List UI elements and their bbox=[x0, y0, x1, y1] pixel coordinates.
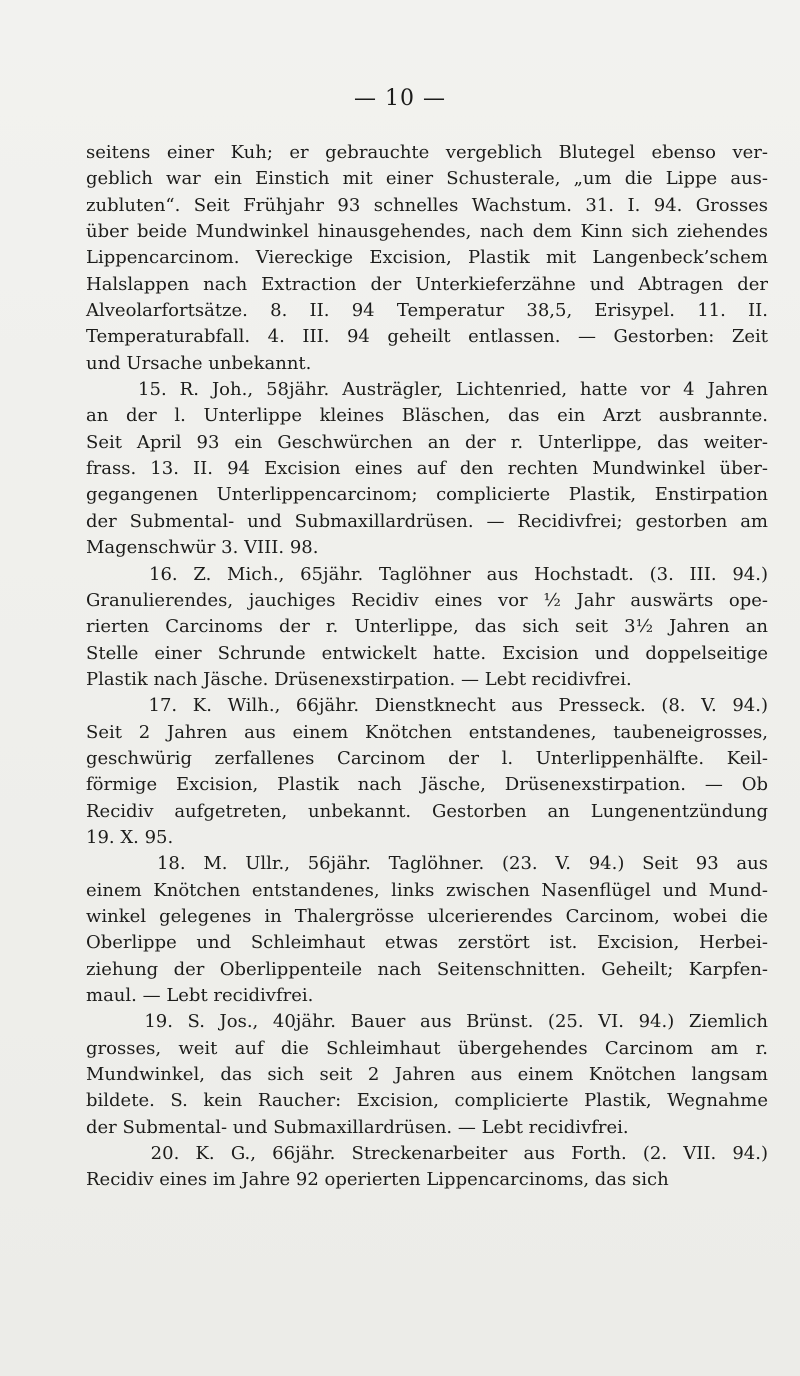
paragraph bbox=[86, 377, 768, 561]
text-line: Granulierendes, jauchiges Recidiv eines vor ½ Jahr auswärts ope- bbox=[86, 589, 768, 611]
paragraph bbox=[86, 1141, 768, 1194]
paragraph bbox=[86, 851, 768, 1009]
paragraph bbox=[86, 693, 768, 851]
paragraph bbox=[86, 140, 768, 377]
text-line: 19. S. Jos., 40jähr. Bauer aus Brünst. (25. VI. 94.) Ziemlich bbox=[86, 1011, 768, 1033]
text-line: ziehung der Oberlippenteile nach Seitenschnitten. Geheilt; Karpfen- bbox=[86, 958, 768, 980]
text-line: an der l. Unterlippe kleines Bläschen, das ein Arzt ausbrannte. bbox=[86, 405, 768, 427]
text-line: bildete. S. kein Raucher: Excision, complicierte Plastik, Wegnahme bbox=[86, 1090, 768, 1112]
page-number: — 10 — bbox=[354, 86, 446, 111]
text-line: Recidiv aufgetreten, unbekannt. Gestorben an Lungenentzündung bbox=[86, 800, 768, 822]
text-line: Temperaturabfall. 4. III. 94 geheilt entlassen. — Gestorben: Zeit bbox=[86, 326, 768, 348]
text-line: seitens einer Kuh; er gebrauchte vergeblich Blutegel ebenso ver- bbox=[86, 142, 768, 163]
text-line: 18. M. Ullr., 56jähr. Taglöhner. (23. V. 94.) Seit 93 aus bbox=[86, 853, 768, 875]
text-line: Seit 2 Jahren aus einem Knötchen entstandenes, taubeneigrosses, bbox=[86, 721, 768, 743]
text-line: Recidiv eines im Jahre 92 operierten Lippencarcinoms, das sich bbox=[86, 1169, 669, 1191]
text-line: Stelle einer Schrunde entwickelt hatte. Excision und doppelseitige bbox=[86, 642, 768, 664]
paragraph bbox=[86, 1009, 768, 1141]
text-line: Plastik nach Jäsche. Drüsenexstirpation. — Lebt recidivfrei. bbox=[86, 668, 632, 690]
text-line: 19. X. 95. bbox=[86, 826, 174, 848]
text-line: Halslappen nach Extraction der Unterkieferzähne und Abtragen der bbox=[86, 273, 768, 295]
text-line: winkel gelegenes in Thalergrösse ulcerierendes Carcinom, wobei die bbox=[86, 905, 768, 927]
text-line: rierten Carcinoms der r. Unterlippe, das sich seit 3½ Jahren an bbox=[86, 616, 768, 638]
text-line: 17. K. Wilh., 66jähr. Dienstknecht aus Presseck. (8. V. 94.) bbox=[86, 695, 768, 717]
text-line: Mundwinkel, das sich seit 2 Jahren aus einem Knötchen langsam bbox=[86, 1064, 768, 1086]
text-line: gegangenen Unterlippencarcinom; complicierte Plastik, Enstirpation bbox=[86, 484, 768, 506]
text-line: Lippencarcinom. Viereckige Excision, Plastik mit Langenbeck’schem bbox=[86, 247, 768, 269]
text-line: 15. R. Joh., 58jähr. Austrägler, Lichtenried, hatte vor 4 Jahren bbox=[86, 379, 768, 401]
text-line: einem Knötchen entstandenes, links zwischen Nasenflügel und Mund- bbox=[86, 879, 768, 901]
paragraph bbox=[86, 562, 768, 694]
text-line: 16. Z. Mich., 65jähr. Taglöhner aus Hochstadt. (3. III. 94.) bbox=[86, 563, 768, 585]
text-line: Magenschwür 3. VIII. 98. bbox=[86, 537, 319, 559]
text-line: geblich war ein Einstich mit einer Schusterale, „um die Lippe aus- bbox=[86, 168, 768, 190]
text-line: förmige Excision, Plastik nach Jäsche, Drüsenexstirpation. — Ob bbox=[86, 774, 768, 796]
text-line: und Ursache unbekannt. bbox=[86, 352, 312, 374]
text-line: frass. 13. II. 94 Excision eines auf den rechten Mundwinkel über- bbox=[86, 458, 768, 480]
text-line: Alveolarfortsätze. 8. II. 94 Temperatur 38,5, Erisypel. 11. II. bbox=[86, 300, 768, 322]
text-line: geschwürig zerfallenes Carcinom der l. Unterlippenhälfte. Keil- bbox=[86, 747, 768, 769]
text-line: grosses, weit auf die Schleimhaut übergehendes Carcinom am r. bbox=[86, 1037, 768, 1059]
text-line: zubluten“. Seit Frühjahr 93 schnelles Wachstum. 31. I. 94. Grosses bbox=[86, 194, 768, 216]
text-line: der Submental- und Submaxillardrüsen. — Lebt recidivfrei. bbox=[86, 1116, 629, 1138]
text-line: Oberlippe und Schleimhaut etwas zerstört ist. Excision, Herbei- bbox=[86, 932, 768, 954]
text-line: 20. K. G., 66jähr. Streckenarbeiter aus Forth. (2. VII. 94.) bbox=[86, 1143, 768, 1165]
text-line: der Submental- und Submaxillardrüsen. — Recidivfrei; gestorben am bbox=[86, 510, 768, 532]
body-text bbox=[86, 140, 768, 1194]
text-line: Seit April 93 ein Geschwürchen an der r. Unterlippe, das weiter- bbox=[86, 431, 768, 453]
text-line: über beide Mundwinkel hinausgehendes, nach dem Kinn sich ziehendes bbox=[86, 221, 768, 243]
text-line: maul. — Lebt recidivfrei. bbox=[86, 985, 314, 1006]
